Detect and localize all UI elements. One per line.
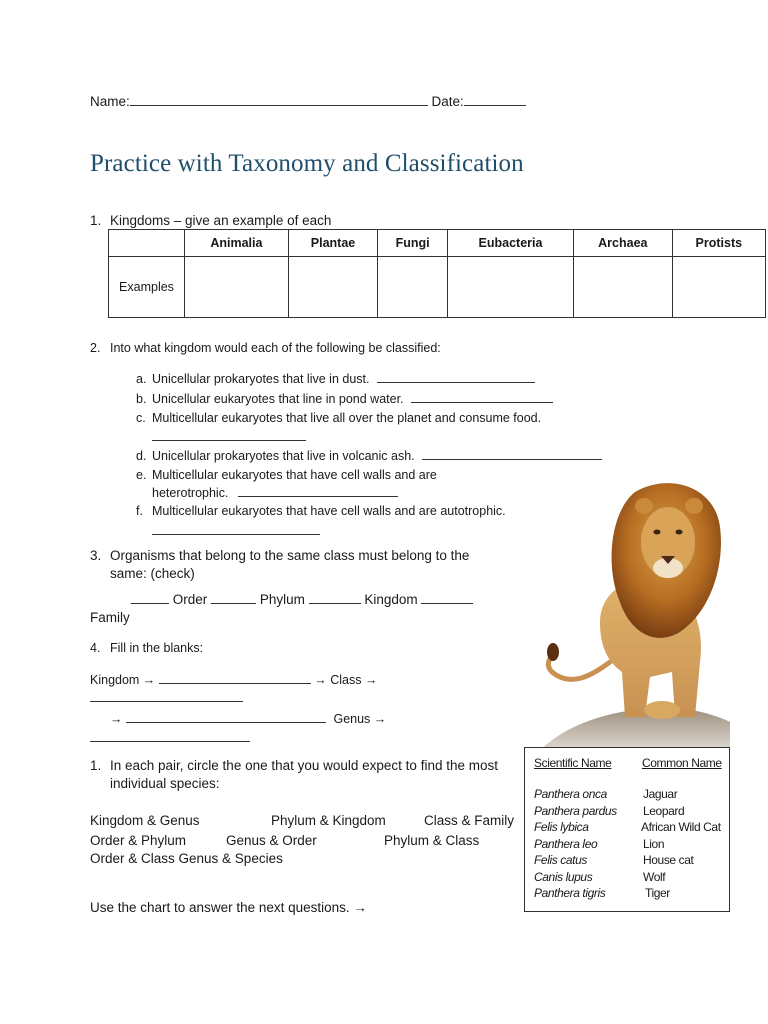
name-label: Name: <box>90 94 130 109</box>
blank-phylum[interactable] <box>159 671 311 684</box>
item-text: Multicellular eukaryotes that have cell walls and are autotrophic. <box>152 504 506 518</box>
option-family: Family <box>90 610 130 625</box>
item-letter: e. <box>136 468 147 482</box>
answer-blank-c[interactable] <box>152 428 306 446</box>
chain-class: → Class → <box>314 673 378 687</box>
q2-prompt <box>90 340 441 356</box>
species-row <box>525 853 729 870</box>
chart-note: Use the chart to answer the next questions. → <box>90 900 367 915</box>
blank-order[interactable] <box>90 689 243 707</box>
example-cell-plantae[interactable] <box>288 257 377 318</box>
name-field[interactable] <box>130 93 428 106</box>
q2-item-c <box>136 410 541 426</box>
pair-order-class-genus-species[interactable]: Order & Class Genus & Species <box>90 851 283 866</box>
name-date-line <box>90 93 526 110</box>
table-header-plantae: Plantae <box>288 230 377 257</box>
scientific-name: Panthera pardus <box>534 803 617 818</box>
option-phylum: Phylum <box>259 592 305 607</box>
item-letter: c. <box>136 411 146 425</box>
species-chart <box>524 747 730 912</box>
item-text: Multicellular eukaryotes that live all over the planet and consume food. <box>152 411 542 425</box>
pair-class-family[interactable]: Class & Family <box>424 813 515 828</box>
kingdoms-examples-row <box>109 257 766 318</box>
species-row <box>525 870 729 887</box>
q1-text: Kingdoms – give an example of each <box>110 213 332 228</box>
kingdoms-table <box>108 229 766 318</box>
check-blank-phylum[interactable] <box>211 591 256 604</box>
answer-blank-d[interactable] <box>422 447 602 460</box>
option-order: Order <box>172 592 208 607</box>
q2-number: 2. <box>90 341 101 355</box>
pair-phylum-kingdom[interactable]: Phylum & Kingdom <box>271 813 386 828</box>
table-header-protists: Protists <box>672 230 765 257</box>
table-header-archaea: Archaea <box>574 230 673 257</box>
check-blank-order[interactable] <box>131 591 169 604</box>
scientific-name: Panthera leo <box>534 836 598 851</box>
species-row <box>525 787 729 804</box>
scientific-name: Canis lupus <box>534 869 593 884</box>
q4-prompt <box>90 640 203 656</box>
species-row <box>525 820 729 837</box>
common-name: Wolf <box>643 869 666 884</box>
example-cell-protists[interactable] <box>672 257 765 318</box>
page-title: Practice with Taxonomy and Classification <box>90 150 524 177</box>
q5-prompt-line2: individual species: <box>110 776 220 791</box>
species-row <box>525 886 729 903</box>
q3-options <box>131 591 473 608</box>
blank-family[interactable] <box>126 710 326 723</box>
example-cell-eubacteria[interactable] <box>447 257 573 318</box>
chain-genus: Genus → <box>333 712 387 726</box>
pair-genus-order[interactable]: Genus & Order <box>226 833 317 848</box>
item-letter: b. <box>136 392 147 406</box>
item-text-cont: heterotrophic. <box>152 486 229 500</box>
q3-text-line1: Organisms that belong to the same class must belong to the <box>110 548 470 563</box>
scientific-name: Panthera onca <box>534 787 607 801</box>
table-header-animalia: Animalia <box>185 230 289 257</box>
q5-number: 1. <box>90 758 102 773</box>
answer-blank-a[interactable] <box>377 370 535 383</box>
q2-item-b <box>136 390 553 407</box>
species-row <box>525 804 729 821</box>
blank-species[interactable] <box>90 729 250 747</box>
table-header-eubacteria: Eubacteria <box>447 230 573 257</box>
q4-number: 4. <box>90 641 101 655</box>
row-label-examples: Examples <box>109 257 185 318</box>
species-row <box>525 837 729 854</box>
q2-item-a <box>136 370 535 387</box>
answer-blank-b[interactable] <box>411 390 553 403</box>
q5-text-line1: In each pair, circle the one that you would expect to find the most <box>110 758 498 773</box>
table-header-empty <box>109 230 185 257</box>
q3-prompt <box>90 547 469 564</box>
q2-item-f <box>136 503 506 519</box>
table-header-fungi: Fungi <box>378 230 448 257</box>
common-name: Lion <box>643 836 665 851</box>
check-blank-family[interactable] <box>421 591 473 604</box>
date-label: Date: <box>431 94 464 109</box>
example-cell-fungi[interactable] <box>378 257 448 318</box>
pair-phylum-class[interactable]: Phylum & Class <box>384 833 480 848</box>
scientific-name: Felis catus <box>534 853 587 867</box>
q4-chain-line1 <box>90 671 377 688</box>
common-name: Jaguar <box>643 787 678 801</box>
item-text: Unicellular prokaryotes that live in volcanic ash. <box>152 449 415 463</box>
item-text: Unicellular eukaryotes that line in pond water. <box>152 392 404 406</box>
answer-blank-e[interactable] <box>238 484 398 497</box>
kingdoms-header-row <box>109 230 766 257</box>
q3-number: 3. <box>90 548 102 563</box>
q2-item-e <box>136 467 437 483</box>
answer-blank-f[interactable] <box>152 522 320 540</box>
q4-text: Fill in the blanks: <box>110 641 204 655</box>
option-kingdom: Kingdom <box>364 592 418 607</box>
item-text: Unicellular prokaryotes that live in dust. <box>152 372 370 386</box>
item-text: Multicellular eukaryotes that have cell walls and are <box>152 468 437 482</box>
chain-kingdom: Kingdom → <box>90 673 156 687</box>
item-letter: d. <box>136 449 147 463</box>
header-common-name: Common Name <box>642 756 722 770</box>
q3-prompt-line2: same: (check) <box>110 566 195 581</box>
q5-prompt <box>90 757 498 774</box>
lion-image <box>540 472 730 750</box>
header-scientific-name: Scientific Name <box>534 756 612 770</box>
pair-order-phylum[interactable]: Order & Phylum <box>90 833 187 848</box>
item-letter: a. <box>136 372 147 386</box>
q2-item-d <box>136 447 602 464</box>
date-field[interactable] <box>464 93 526 106</box>
item-letter: f. <box>136 504 143 518</box>
example-cell-animalia[interactable] <box>185 257 289 318</box>
q2-item-e-cont <box>152 484 398 501</box>
q1-number: 1. <box>90 213 102 228</box>
chain-arrow: → <box>110 712 123 726</box>
common-name: African Wild Cat <box>641 820 721 834</box>
q2-text: Into what kingdom would each of the following be classified: <box>110 341 441 355</box>
common-name: Leopard <box>643 803 685 818</box>
example-cell-archaea[interactable] <box>574 257 673 318</box>
scientific-name: Panthera tigris <box>534 886 606 900</box>
pair-kingdom-genus[interactable]: Kingdom & Genus <box>90 813 200 828</box>
check-blank-kingdom[interactable] <box>309 591 361 604</box>
common-name: Tiger <box>645 886 670 900</box>
scientific-name: Felis lybica <box>534 820 589 834</box>
q1-prompt <box>90 212 331 229</box>
q4-chain-line2 <box>110 710 386 727</box>
common-name: House cat <box>643 853 694 867</box>
